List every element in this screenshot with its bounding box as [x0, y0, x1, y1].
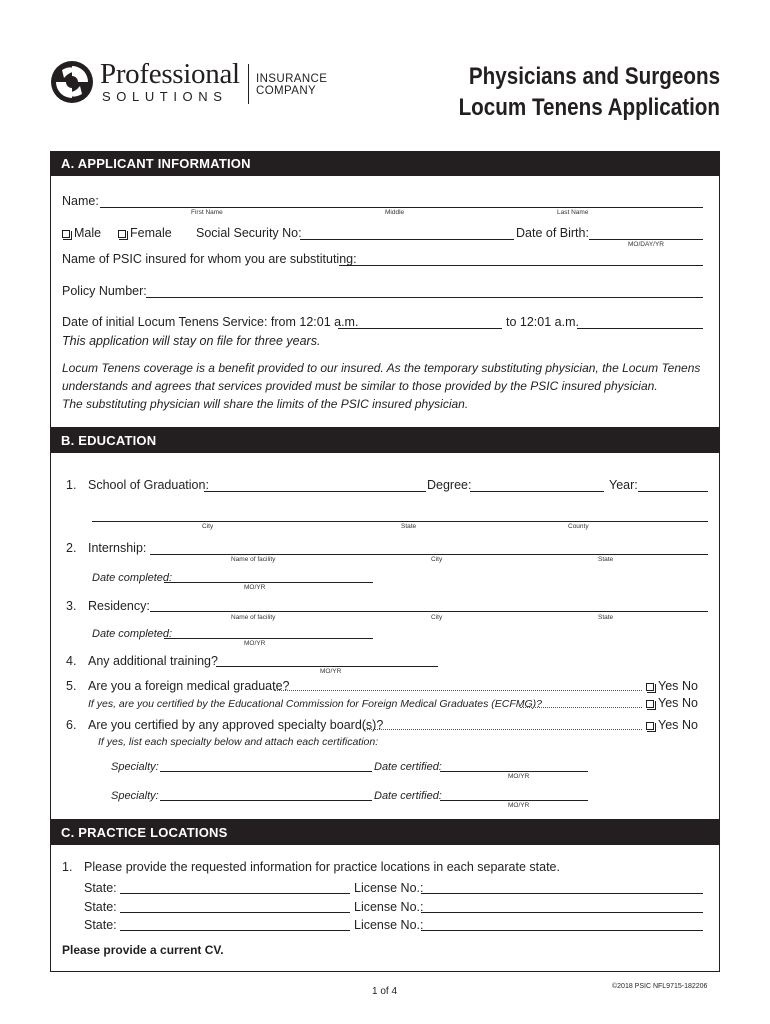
female-checkbox[interactable]: [118, 230, 126, 238]
first-name-hint: First Name: [191, 209, 223, 216]
internship-label: Internship:: [88, 541, 147, 555]
dob-label: Date of Birth:: [516, 226, 589, 240]
internship-field[interactable]: [150, 554, 708, 555]
foreign-no-option[interactable]: [682, 679, 698, 693]
license-1-label: License No.:: [354, 881, 424, 895]
residency-date-label: Date completed:: [92, 628, 173, 640]
logo-divider: [248, 64, 249, 104]
coverage-line-1: Locum Tenens coverage is a benefit provided to our insured. As the temporary substituting physician, the Locum Tenens: [62, 361, 701, 375]
page-number: 1 of 4: [372, 986, 398, 997]
specialty-yes-option[interactable]: [646, 718, 678, 732]
logo-professional-text: Professional: [100, 58, 240, 90]
logo-swirl-icon: [50, 60, 94, 104]
internship-date-hint: MO/YR: [244, 584, 266, 591]
specialty-1-label: Specialty:: [111, 761, 159, 773]
policy-field[interactable]: [146, 297, 703, 298]
section-a-heading: A. APPLICANT INFORMATION: [50, 151, 720, 176]
state-3-label: State:: [84, 918, 117, 932]
specialty-yes-label: Yes: [658, 718, 679, 732]
male-checkbox[interactable]: [62, 230, 70, 238]
state-1-field[interactable]: [120, 893, 350, 894]
school-field[interactable]: [204, 491, 426, 492]
name-label: Name:: [62, 194, 99, 208]
coverage-line-3: The substituting physician will share the limits of the PSIC insured physician.: [62, 397, 469, 411]
residency-date-field[interactable]: [164, 638, 373, 639]
specialty-yes-checkbox[interactable]: [646, 722, 654, 730]
specialty-2-label: Specialty:: [111, 790, 159, 802]
specialty-1-field[interactable]: [160, 771, 372, 772]
policy-label: Policy Number:: [62, 284, 147, 298]
degree-field[interactable]: [470, 491, 604, 492]
foreign-graduate-question: Are you a foreign medical graduate?: [88, 679, 290, 693]
specialty-board-question: Are you certified by any approved specialty board(s)?: [88, 718, 384, 732]
date-to-field[interactable]: [577, 328, 703, 329]
internship-date-label: Date completed:: [92, 572, 173, 584]
specialty-no-label: No: [682, 718, 698, 732]
ssn-label: Social Security No:: [196, 226, 302, 240]
school-location-field[interactable]: [92, 521, 708, 522]
female-label: Female: [130, 226, 172, 240]
internship-facility-hint: Name of facility: [231, 556, 276, 563]
specialty-2-date-label: Date certified:: [374, 790, 442, 802]
license-2-label: License No.:: [354, 900, 424, 914]
residency-state-hint: State: [598, 614, 614, 621]
specialty-2-date-hint: MO/YR: [508, 802, 530, 809]
practice-instruction: Please provide the requested information for practice locations in each separate state.: [84, 860, 560, 874]
year-label: Year:: [609, 478, 638, 492]
foreign-no-label: No: [682, 679, 698, 693]
residency-facility-hint: Name of facility: [231, 614, 276, 621]
page-title-line-2: Locum Tenens Application: [458, 94, 720, 121]
ecfmg-yes-checkbox[interactable]: [646, 700, 654, 708]
item-1-number: 1.: [66, 478, 77, 492]
state-3-field[interactable]: [120, 930, 350, 931]
specialty-2-date-field[interactable]: [440, 800, 588, 801]
specialty-2-field[interactable]: [160, 800, 372, 801]
section-c-heading: C. PRACTICE LOCATIONS: [50, 820, 720, 845]
license-3-field[interactable]: [421, 930, 703, 931]
last-name-hint: Last Name: [557, 209, 589, 216]
foreign-yes-option[interactable]: [646, 679, 678, 693]
dob-hint: MO/DAY/YR: [628, 241, 664, 248]
date-to-label: to 12:01 a.m.: [506, 315, 579, 329]
item-6-number: 6.: [66, 718, 77, 732]
ecfmg-question: If yes, are you certified by the Educational Commission for Foreign Medical Graduates (ECFMG)?: [88, 698, 543, 710]
residency-field[interactable]: [150, 611, 708, 612]
residency-date-hint: MO/YR: [244, 640, 266, 647]
male-label: Male: [74, 226, 102, 240]
specialty-1-date-label: Date certified:: [374, 761, 442, 773]
internship-state-hint: State: [598, 556, 614, 563]
name-field[interactable]: [100, 207, 703, 208]
residency-city-hint: City: [431, 614, 443, 621]
specialty-note: If yes, list each specialty below and attach each certification:: [98, 736, 379, 748]
additional-training-field[interactable]: [216, 666, 438, 667]
cv-note: Please provide a current CV.: [62, 943, 224, 957]
school-label: School of Graduation:: [88, 478, 209, 492]
school-county-hint: County: [568, 523, 589, 530]
additional-training-label: Any additional training?: [88, 654, 218, 668]
male-option[interactable]: [62, 226, 101, 240]
specialty-board-leader: [364, 729, 642, 730]
state-2-field[interactable]: [120, 912, 350, 913]
additional-training-hint: MO/YR: [320, 668, 342, 675]
coverage-line-2: understands and agrees that services provided must be similar to those provided by the PSIC insured physician.: [62, 379, 658, 393]
female-option[interactable]: [118, 226, 172, 240]
insured-field[interactable]: [339, 265, 703, 266]
year-field[interactable]: [638, 491, 708, 492]
license-2-field[interactable]: [421, 912, 703, 913]
middle-name-hint: Middle: [385, 209, 405, 216]
school-city-hint: City: [202, 523, 214, 530]
specialty-1-date-hint: MO/YR: [508, 773, 530, 780]
foreign-yes-label: Yes: [658, 679, 679, 693]
item-2-number: 2.: [66, 541, 77, 555]
specialty-1-date-field[interactable]: [440, 771, 588, 772]
form-code: ©2018 PSIC NFL9715-182206: [612, 983, 708, 990]
ssn-field[interactable]: [300, 239, 514, 240]
page-title-line-1: Physicians and Surgeons: [468, 63, 720, 90]
residency-label: Residency:: [88, 599, 150, 613]
ecfmg-yes-option[interactable]: [646, 696, 678, 710]
item-5-number: 5.: [66, 679, 77, 693]
ecfmg-no-option[interactable]: [682, 696, 698, 710]
date-initial-label: Date of initial Locum Tenens Service: from 12:01 a.m.: [62, 315, 359, 329]
item-4-number: 4.: [66, 654, 77, 668]
item-3-number: 3.: [66, 599, 77, 613]
ecfmg-leader: [520, 707, 642, 708]
state-2-label: State:: [84, 900, 117, 914]
date-from-field[interactable]: [338, 328, 502, 329]
dob-field[interactable]: [589, 239, 703, 240]
degree-label: Degree:: [427, 478, 472, 492]
school-state-hint: State: [401, 523, 417, 530]
file-note: This application will stay on file for three years.: [62, 334, 321, 348]
specialty-no-option[interactable]: [682, 718, 698, 732]
insured-label: Name of PSIC insured for whom you are substituting:: [62, 252, 357, 266]
foreign-graduate-leader: [274, 690, 642, 691]
internship-date-field[interactable]: [164, 582, 373, 583]
internship-city-hint: City: [431, 556, 443, 563]
logo-company-text: COMPANY: [256, 85, 317, 97]
foreign-yes-checkbox[interactable]: [646, 683, 654, 691]
logo-insurance-text: INSURANCE: [256, 73, 328, 85]
license-1-field[interactable]: [421, 893, 703, 894]
ecfmg-yes-label: Yes: [658, 696, 679, 710]
state-1-label: State:: [84, 881, 117, 895]
section-b-heading: B. EDUCATION: [50, 428, 720, 453]
practice-item-1-number: 1.: [62, 860, 73, 874]
ecfmg-no-label: No: [682, 696, 698, 710]
logo-solutions-text: SOLUTIONS: [102, 89, 228, 104]
license-3-label: License No.:: [354, 918, 424, 932]
